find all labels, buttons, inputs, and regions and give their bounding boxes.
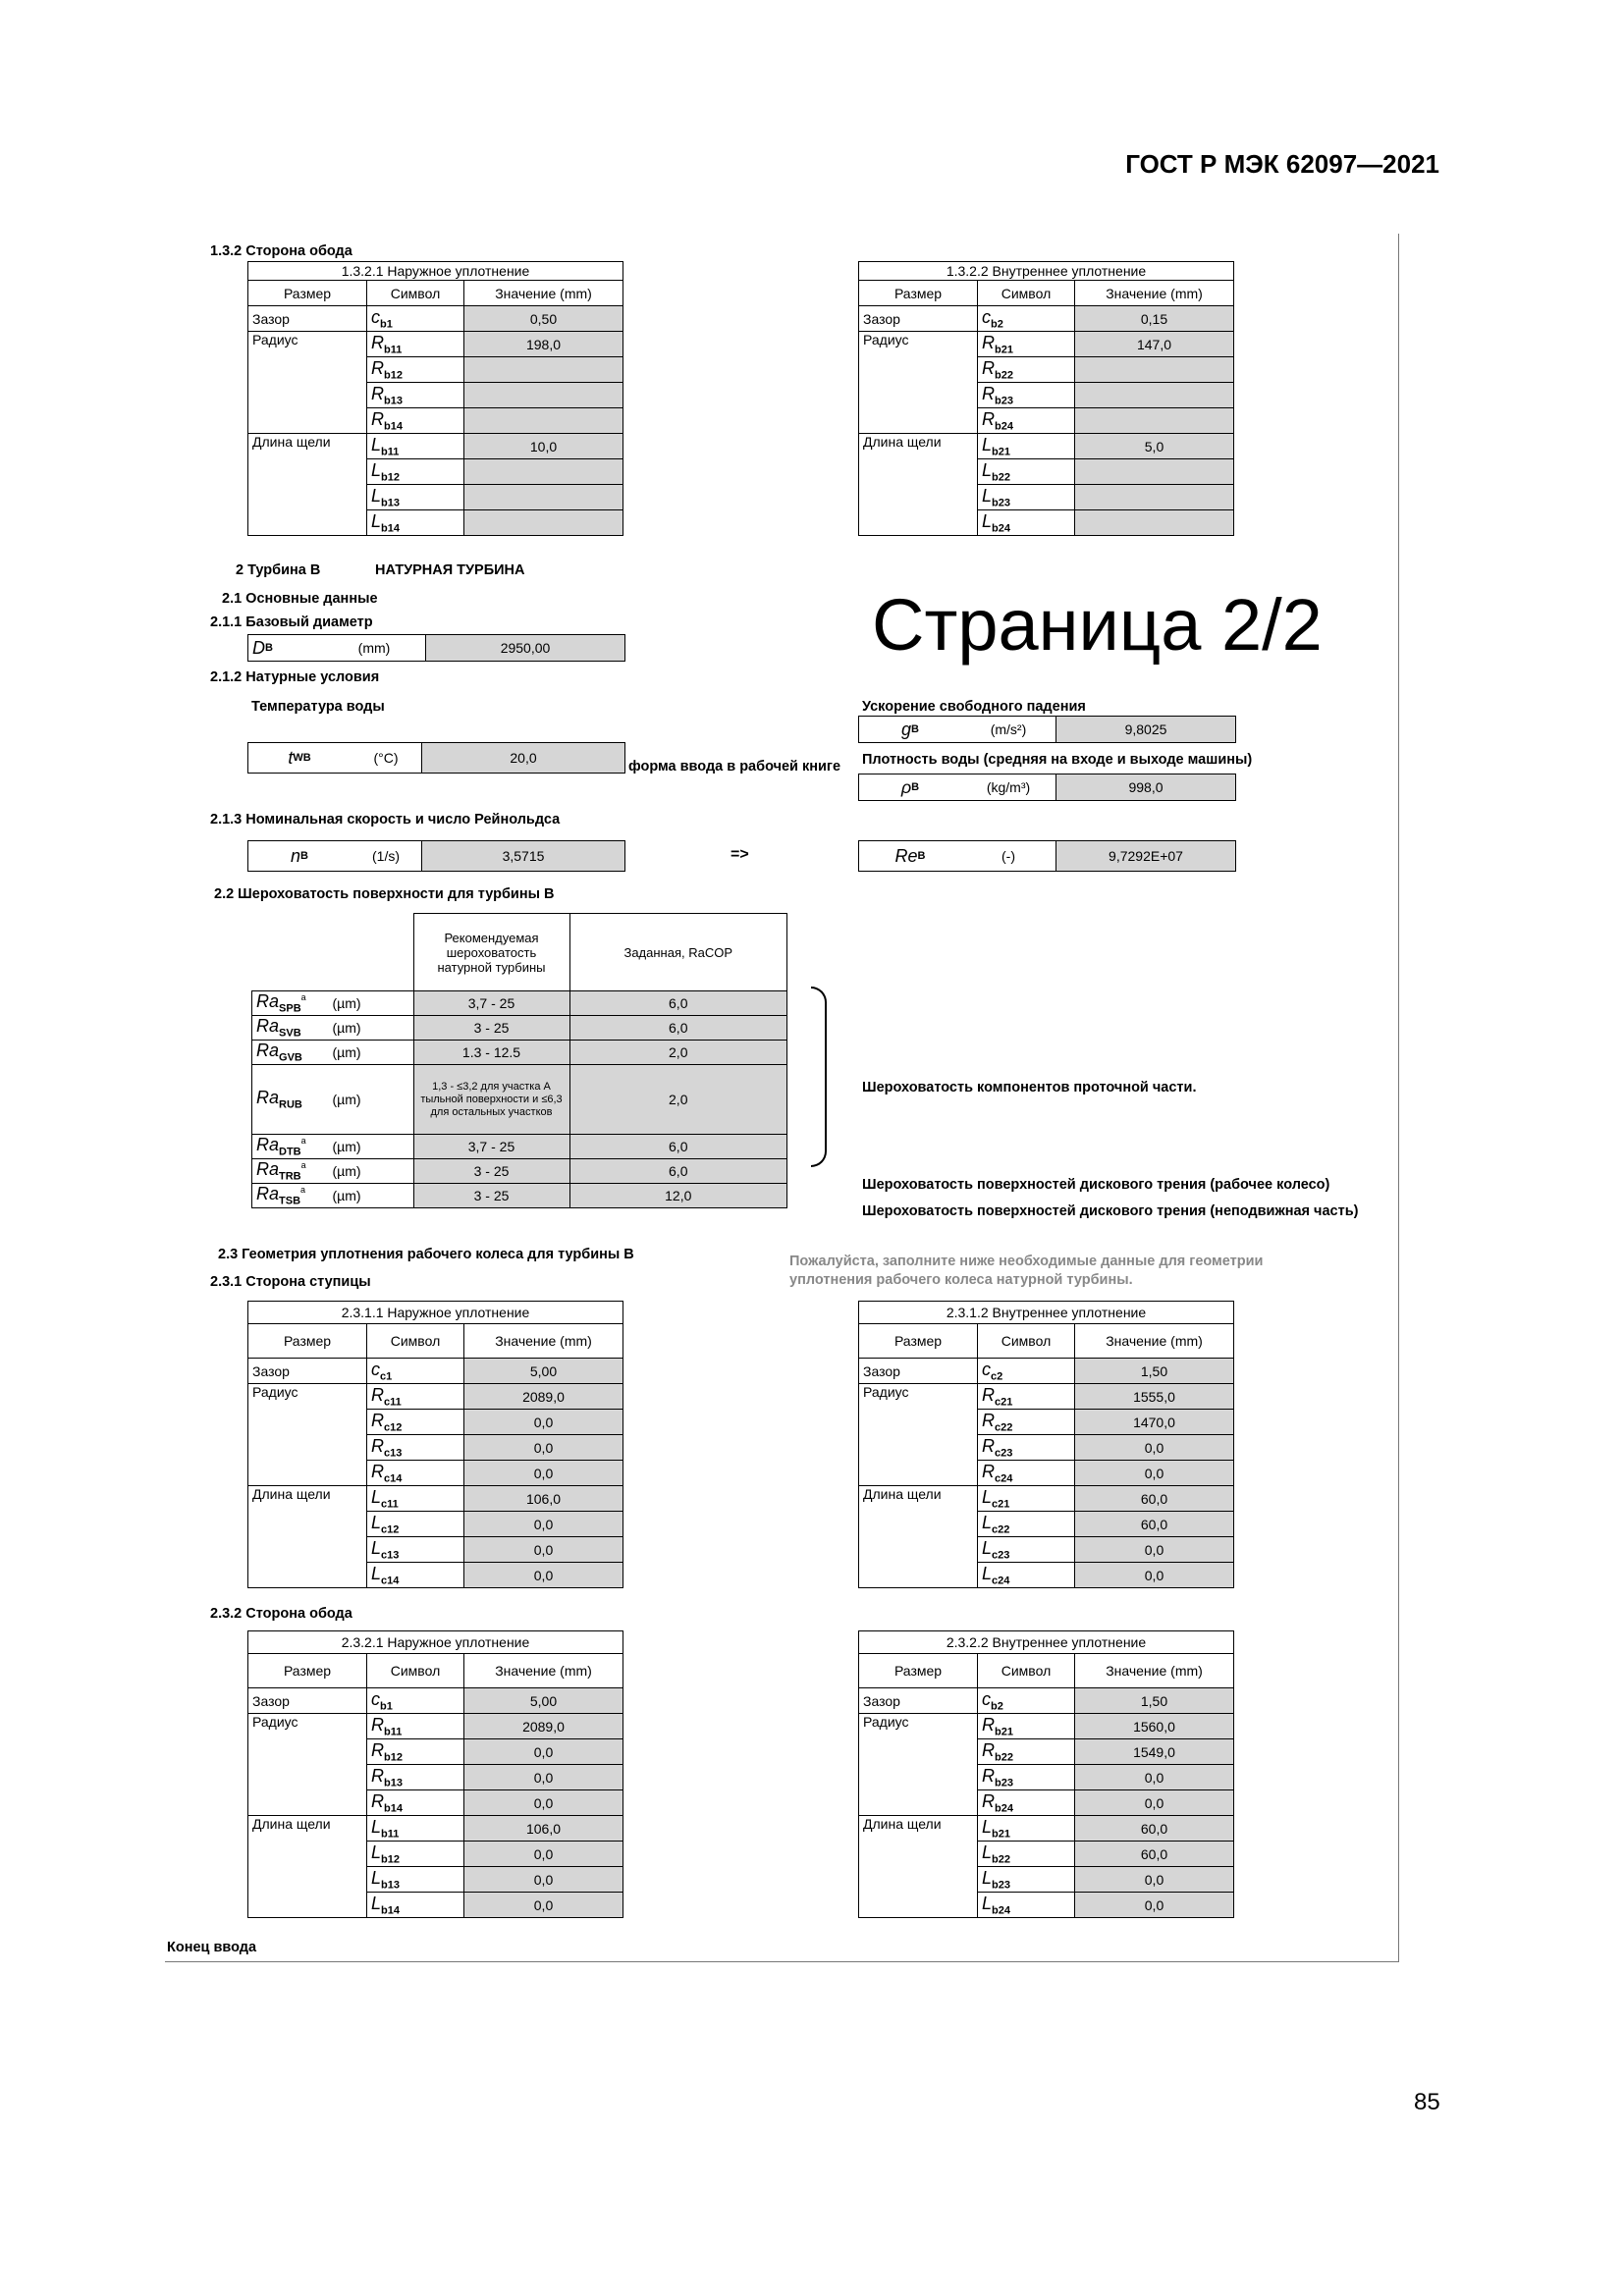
roughness-unit: (µm) [329,1065,414,1135]
value-cell[interactable]: 5,0 [1075,434,1234,459]
value-cell[interactable]: 0,0 [464,1512,623,1537]
symbol: $c_{b2}$ [978,1688,1075,1714]
roughness-symbol: $Ra_{SVB}$ [252,1016,329,1041]
symbol: $R_{c13}$ [367,1435,464,1461]
row-slot: Длина щели [859,1816,978,1918]
section-1-3-2-label: 1.3.2 Сторона обода [210,243,352,259]
roughness-symbol: $Ra_{SPB}^a$ [252,991,329,1016]
col-size: Размер [859,281,978,306]
gb-symbol: g B [901,719,919,739]
symbol: $L_{b21}$ [978,1816,1075,1842]
value-cell[interactable]: 5,00 [464,1359,623,1384]
symbol: $R_{c14}$ [367,1461,464,1486]
density-label: Плотность воды (средняя на входе и выходе машины) [862,752,1253,768]
symbol: $L_{b14}$ [367,1893,464,1918]
roughness-unit: (µm) [329,991,414,1016]
roughness-symbol: $Ra_{GVB}$ [252,1041,329,1065]
rho-value[interactable]: 998,0 [1056,774,1235,800]
section-2-subtitle: НАТУРНАЯ ТУРБИНА [375,562,525,578]
value-cell[interactable]: 0,0 [1075,1790,1234,1816]
value-cell[interactable] [464,485,623,510]
re-value[interactable]: 9,7292E+07 [1056,841,1235,871]
gb-row [858,716,1236,743]
col-value: Значение (mm) [1075,1324,1234,1359]
db-value[interactable]: 2950,00 [426,635,624,661]
symbol: $c_{c1}$ [367,1359,464,1384]
row-slot: Длина щели [859,1486,978,1588]
value-cell[interactable]: 0,0 [464,1461,623,1486]
col-size: Размер [859,1654,978,1688]
row-gap: Зазор [248,306,367,332]
form-note: форма ввода в рабочей книге [628,759,841,774]
nb-row [247,840,625,872]
water-temp-label: Температура воды [251,699,385,715]
col-size: Размер [248,1324,367,1359]
gb-unit: (m/s²) [961,717,1056,742]
value-cell[interactable]: 0,0 [464,1842,623,1867]
symbol: $L_{b11}$ [367,434,464,459]
col-symbol: Символ [367,281,464,306]
value-cell[interactable]: 0,50 [464,306,623,332]
symbol: $L_{b12}$ [367,1842,464,1867]
value-cell[interactable]: 0,0 [1075,1893,1234,1918]
value-cell[interactable]: 198,0 [464,332,623,357]
symbol: $L_{b13}$ [367,1867,464,1893]
rho-unit: (kg/m³) [961,774,1056,800]
symbol: $R_{c21}$ [978,1384,1075,1410]
value-cell[interactable]: 2089,0 [464,1714,623,1739]
symbol: $R_{c11}$ [367,1384,464,1410]
symbol: $L_{b22}$ [978,1842,1075,1867]
row-slot: Длина щели [248,1486,367,1588]
value-cell[interactable]: 0,0 [1075,1461,1234,1486]
value-cell[interactable] [464,383,623,408]
value-cell[interactable] [1075,485,1234,510]
db-symbol: D B [252,637,273,658]
roughness-unit: (µm) [329,1135,414,1159]
row-slot: Длина щели [248,1816,367,1918]
twb-unit: (°C) [351,743,422,773]
value-cell[interactable]: 0,0 [464,1739,623,1765]
nb-symbol: n B [291,845,308,866]
symbol: $R_{b12}$ [367,357,464,383]
col-symbol: Символ [978,281,1075,306]
symbol: $L_{c14}$ [367,1563,464,1588]
roughness-unit: (µm) [329,1041,414,1065]
symbol: $R_{b23}$ [978,383,1075,408]
value-cell[interactable]: 1,50 [1075,1359,1234,1384]
roughness-symbol: $Ra_{RUB}$ [252,1065,329,1135]
roughness-unit: (µm) [329,1016,414,1041]
value-cell[interactable] [1075,408,1234,434]
roughness-recommended: 3 - 25 [413,1159,569,1184]
value-cell[interactable]: 0,0 [464,1435,623,1461]
nb-value[interactable]: 3,5715 [422,841,624,871]
note-flow-components: Шероховатость компонентов проточной части. [862,1080,1197,1095]
symbol: $L_{b24}$ [978,1893,1075,1918]
value-cell[interactable] [464,459,623,485]
note-disk-fixed: Шероховатость поверхностей дискового трения (неподвижная часть) [862,1203,1359,1219]
value-cell[interactable]: 5,00 [464,1688,623,1714]
value-cell[interactable] [1075,510,1234,536]
symbol: $R_{b11}$ [367,1714,464,1739]
table-title: 1.3.2.2 Внутреннее уплотнение [859,262,1234,281]
col-size: Размер [859,1324,978,1359]
brace-flow-components [811,987,827,1167]
twb-value[interactable]: 20,0 [422,743,624,773]
value-cell[interactable]: 106,0 [464,1486,623,1512]
section-2-3-label: 2.3 Геометрия уплотнения рабочего колеса для турбины В [218,1247,634,1262]
rho-symbol: ρ B [900,776,920,797]
value-cell[interactable]: 0,0 [1075,1537,1234,1563]
roughness-unit: (µm) [329,1159,414,1184]
row-radius: Радиус [248,1384,367,1486]
col-size: Размер [248,281,367,306]
roughness-value[interactable]: 6,0 [569,991,787,1016]
roughness-unit: (µm) [329,1184,414,1208]
arrow-sign: => [731,846,749,863]
symbol: $R_{c22}$ [978,1410,1075,1435]
value-cell[interactable]: 0,0 [1075,1867,1234,1893]
symbol: $L_{c13}$ [367,1537,464,1563]
row-slot: Длина щели [859,434,978,536]
row-radius: Радиус [248,332,367,434]
symbol: $L_{c12}$ [367,1512,464,1537]
value-cell[interactable]: 0,0 [464,1563,623,1588]
row-radius: Радиус [248,1714,367,1816]
table-title: 2.3.2.1 Наружное уплотнение [248,1631,623,1654]
symbol: $L_{b23}$ [978,485,1075,510]
doc-header-title: ГОСТ Р МЭК 62097—2021 [1125,149,1439,179]
roughness-value[interactable]: 6,0 [569,1135,787,1159]
col-recommended: Рекомендуемая шероховатость натурной турбины [413,914,569,991]
symbol: $L_{b24}$ [978,510,1075,536]
value-cell[interactable] [1075,459,1234,485]
symbol: $c_{b1}$ [367,1688,464,1714]
end-of-input-label: Конец ввода [167,1940,257,1955]
roughness-recommended: 1.3 - 12.5 [413,1041,569,1065]
symbol: $R_{b22}$ [978,357,1075,383]
symbol: $L_{b22}$ [978,459,1075,485]
re-unit: (-) [961,841,1056,871]
value-cell[interactable]: 0,15 [1075,306,1234,332]
symbol: $L_{b23}$ [978,1867,1075,1893]
symbol: $R_{b12}$ [367,1739,464,1765]
value-cell[interactable] [1075,383,1234,408]
roughness-recommended: 1,3 - ≤3,2 для участка А тыльной поверхности и ≤6,3 для остальных участков [413,1065,569,1135]
table-2-3-1-1 [247,1301,623,1588]
symbol: $R_{b24}$ [978,408,1075,434]
symbol: $R_{b21}$ [978,1714,1075,1739]
value-cell[interactable] [464,510,623,536]
symbol: $R_{b14}$ [367,408,464,434]
row-gap: Зазор [859,1359,978,1384]
roughness-recommended: 3,7 - 25 [413,991,569,1016]
col-value: Значение (mm) [464,1324,623,1359]
table-title: 2.3.1.2 Внутреннее уплотнение [859,1302,1234,1324]
roughness-recommended: 3 - 25 [413,1016,569,1041]
value-cell[interactable]: 0,0 [464,1893,623,1918]
col-value: Значение (mm) [464,281,623,306]
section-2-1-3-label: 2.1.3 Номинальная скорость и число Рейнольдса [210,812,561,828]
roughness-recommended: 3,7 - 25 [413,1135,569,1159]
fill-hint: Пожалуйста, заполните ниже необходимые данные для геометрии уплотнения рабочего колеса натурной турбины. [789,1254,1264,1288]
table-1-3-2-1 [247,261,623,536]
symbol: $L_{c23}$ [978,1537,1075,1563]
symbol: $R_{b23}$ [978,1765,1075,1790]
col-symbol: Символ [367,1324,464,1359]
value-cell[interactable]: 147,0 [1075,332,1234,357]
twb-row [247,742,625,774]
value-cell[interactable]: 0,0 [464,1867,623,1893]
roughness-symbol: $Ra_{TRB}^a$ [252,1159,329,1184]
roughness-value[interactable]: 12,0 [569,1184,787,1208]
value-cell[interactable]: 10,0 [464,434,623,459]
gb-value[interactable]: 9,8025 [1056,717,1235,742]
row-gap: Зазор [248,1688,367,1714]
value-cell[interactable]: 106,0 [464,1816,623,1842]
section-2-3-1-label: 2.3.1 Сторона ступицы [210,1274,371,1290]
table-title: 2.3.2.2 Внутреннее уплотнение [859,1631,1234,1654]
value-cell[interactable]: 1560,0 [1075,1714,1234,1739]
value-cell[interactable]: 0,0 [464,1790,623,1816]
db-unit: (mm) [323,635,426,661]
symbol: $R_{c23}$ [978,1435,1075,1461]
table-title: 2.3.1.1 Наружное уплотнение [248,1302,623,1324]
roughness-value[interactable]: 2,0 [569,1041,787,1065]
value-cell[interactable]: 0,0 [1075,1765,1234,1790]
value-cell[interactable]: 0,0 [464,1410,623,1435]
value-cell[interactable] [464,357,623,383]
value-cell[interactable]: 1555,0 [1075,1384,1234,1410]
value-cell[interactable]: 0,0 [464,1537,623,1563]
col-symbol: Символ [978,1654,1075,1688]
page-big-title: Страница 2/2 [872,584,1323,666]
table-title: 1.3.2.1 Наружное уплотнение [248,262,623,281]
symbol: $R_{b13}$ [367,383,464,408]
table-2-3-2-2 [858,1630,1234,1918]
section-2-1-2-label: 2.1.2 Натурные условия [210,669,380,685]
roughness-symbol: $Ra_{DTB}^a$ [252,1135,329,1159]
col-symbol: Символ [978,1324,1075,1359]
row-radius: Радиус [859,1714,978,1816]
col-set: Заданная, RaCOP [569,914,787,991]
symbol: $R_{b24}$ [978,1790,1075,1816]
twb-symbol: t WB [288,747,311,768]
section-2-3-2-label: 2.3.2 Сторона обода [210,1606,352,1622]
rho-row [858,774,1236,801]
roughness-table [251,913,787,1208]
value-cell[interactable]: 60,0 [1075,1512,1234,1537]
symbol: $c_{c2}$ [978,1359,1075,1384]
re-row [858,840,1236,872]
db-row [247,634,625,662]
value-cell[interactable]: 0,0 [464,1765,623,1790]
roughness-value[interactable]: 6,0 [569,1159,787,1184]
symbol: $R_{b13}$ [367,1765,464,1790]
symbol: $R_{b21}$ [978,332,1075,357]
symbol: $L_{c11}$ [367,1486,464,1512]
roughness-recommended: 3 - 25 [413,1184,569,1208]
symbol: $R_{b14}$ [367,1790,464,1816]
re-symbol: Re B [894,845,926,866]
col-value: Значение (mm) [1075,1654,1234,1688]
symbol: $L_{b21}$ [978,434,1075,459]
col-value: Значение (mm) [464,1654,623,1688]
value-cell[interactable]: 0,0 [1075,1435,1234,1461]
value-cell[interactable]: 2089,0 [464,1384,623,1410]
section-2-1-1-label: 2.1.1 Базовый диаметр [210,614,373,630]
table-1-3-2-2 [858,261,1234,536]
value-cell[interactable]: 0,0 [1075,1563,1234,1588]
col-value: Значение (mm) [1075,281,1234,306]
gravity-label: Ускорение свободного падения [862,699,1086,715]
symbol: $R_{b22}$ [978,1739,1075,1765]
nb-unit: (1/s) [351,841,422,871]
section-2-label: 2 Турбина В [236,562,321,578]
row-gap: Зазор [859,1688,978,1714]
col-symbol: Символ [367,1654,464,1688]
symbol: $L_{b13}$ [367,485,464,510]
symbol: $L_{b12}$ [367,459,464,485]
col-size: Размер [248,1654,367,1688]
note-disk-runner: Шероховатость поверхностей дискового трения (рабочее колесо) [862,1177,1330,1193]
value-cell[interactable] [464,408,623,434]
page-number: 85 [1414,2089,1440,2115]
section-2-2-label: 2.2 Шероховатость поверхности для турбины В [214,886,555,902]
value-cell[interactable]: 60,0 [1075,1486,1234,1512]
value-cell[interactable] [1075,357,1234,383]
section-2-1-label: 2.1 Основные данные [222,591,378,607]
symbol: $c_{b2}$ [978,306,1075,332]
symbol: $L_{b11}$ [367,1816,464,1842]
row-radius: Радиус [859,332,978,434]
symbol: $R_{c12}$ [367,1410,464,1435]
symbol: $R_{b11}$ [367,332,464,357]
roughness-value[interactable]: 2,0 [569,1065,787,1135]
row-gap: Зазор [859,306,978,332]
symbol: $c_{b1}$ [367,306,464,332]
table-2-3-2-1 [247,1630,623,1918]
symbol: $R_{c24}$ [978,1461,1075,1486]
roughness-symbol: $Ra_{TSB}^a$ [252,1184,329,1208]
value-cell[interactable]: 1549,0 [1075,1739,1234,1765]
table-2-3-1-2 [858,1301,1234,1588]
row-gap: Зазор [248,1359,367,1384]
value-cell[interactable]: 1,50 [1075,1688,1234,1714]
value-cell[interactable]: 60,0 [1075,1842,1234,1867]
symbol: $L_{c21}$ [978,1486,1075,1512]
symbol: $L_{c24}$ [978,1563,1075,1588]
value-cell[interactable]: 60,0 [1075,1816,1234,1842]
value-cell[interactable]: 1470,0 [1075,1410,1234,1435]
row-slot: Длина щели [248,434,367,536]
roughness-value[interactable]: 6,0 [569,1016,787,1041]
symbol: $L_{c22}$ [978,1512,1075,1537]
symbol: $L_{b14}$ [367,510,464,536]
row-radius: Радиус [859,1384,978,1486]
